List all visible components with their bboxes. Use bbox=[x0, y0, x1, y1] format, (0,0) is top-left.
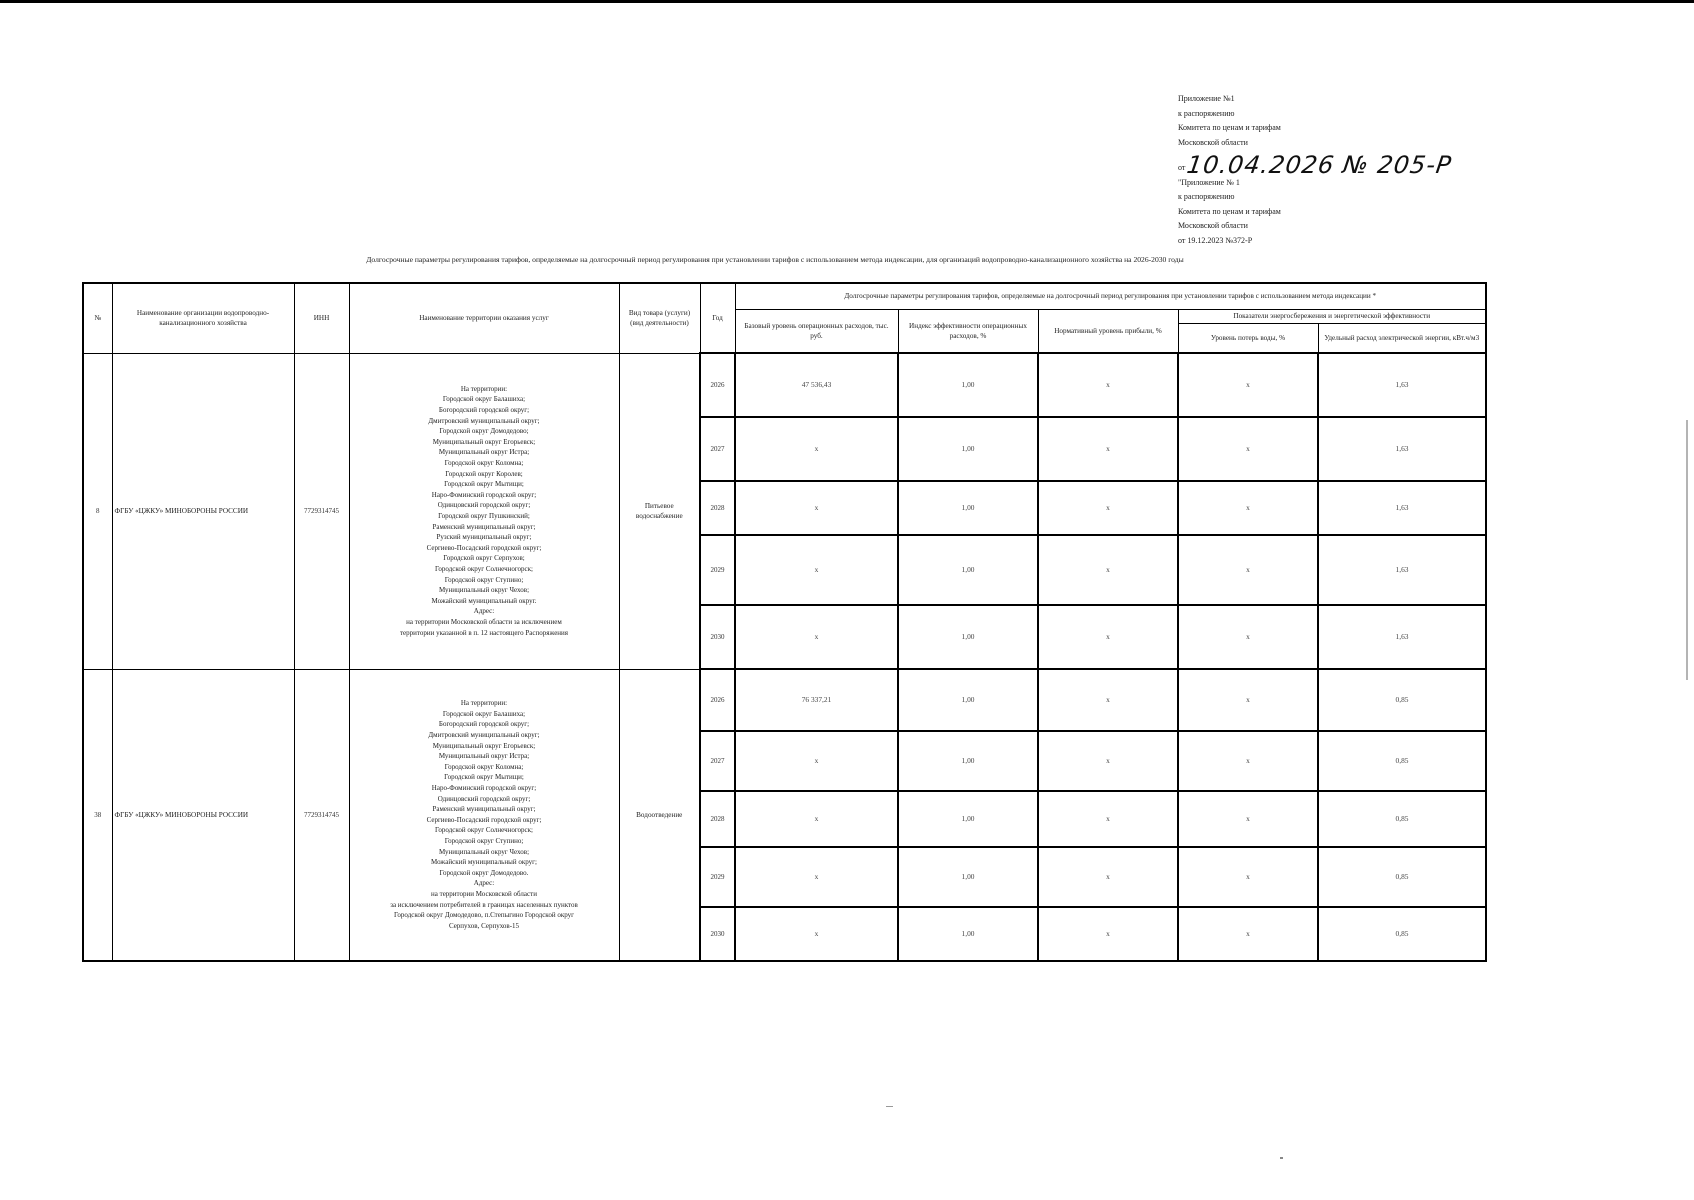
stamp-line: Приложение №1 bbox=[1178, 94, 1235, 103]
territory-line: Городской округ Домодедово. bbox=[439, 868, 529, 877]
territory-line: Можайский муниципальный округ. bbox=[431, 596, 537, 605]
territory-line: Дмитровский муниципальный округ; bbox=[428, 731, 540, 739]
territory-line: территории указанной в п. 12 настоящего Распоряжения bbox=[399, 628, 569, 637]
cell-base-level: x bbox=[735, 791, 898, 847]
cell-profit-level: x bbox=[1038, 907, 1178, 961]
stamp-line: Комитета по ценам и тарифам bbox=[1178, 206, 1281, 216]
territory-line: за исключением потребителей в границах населенных пунктов bbox=[390, 900, 578, 909]
cell-profit-level: x bbox=[1038, 731, 1178, 791]
territory-line: Муниципальный округ Истра; bbox=[438, 752, 530, 761]
header-inn: ИНН bbox=[294, 283, 349, 353]
cell-eff-index: 1,00 bbox=[898, 731, 1038, 791]
cell-profit-level: x bbox=[1038, 481, 1178, 535]
territory-line: Городской округ Ступино; bbox=[444, 575, 524, 584]
territory-line: Городской округ Балашиха; bbox=[442, 709, 526, 718]
territory-line: Муниципальный округ Чехов; bbox=[438, 847, 530, 856]
territory-line: на территории Московской области за исключением bbox=[406, 617, 562, 626]
tariff-parameters-table bbox=[82, 282, 1487, 962]
header-territory: Наименование территории оказания услуг bbox=[349, 283, 619, 353]
cell-water-loss: x bbox=[1178, 791, 1318, 847]
scan-top-edge bbox=[0, 0, 1694, 3]
territory-line: Одинцовский городской округ; bbox=[437, 794, 531, 803]
table-row bbox=[83, 669, 1486, 731]
territory-line: Городской округ Коломна; bbox=[444, 762, 524, 771]
stamp-line: "Приложение № 1 bbox=[1178, 177, 1240, 187]
territory-line: Богородский городской округ; bbox=[438, 720, 530, 729]
stamp-date-prefix: от bbox=[1178, 163, 1186, 172]
cell-territory bbox=[349, 669, 619, 961]
cell-profit-level: x bbox=[1038, 847, 1178, 907]
territory-line: Городской округ Балашиха; bbox=[442, 395, 526, 404]
stamp-line: Московской области bbox=[1178, 221, 1248, 230]
cell-year: 2029 bbox=[700, 535, 735, 605]
stamp-line: к распоряжению bbox=[1178, 108, 1235, 118]
cell-profit-level: x bbox=[1038, 535, 1178, 605]
cell-water-loss: x bbox=[1178, 605, 1318, 669]
cell-power-use: 0,85 bbox=[1318, 669, 1486, 731]
cell-base-level: x bbox=[735, 907, 898, 961]
cell-eff-index: 1,00 bbox=[898, 353, 1038, 417]
header-num: № bbox=[83, 283, 112, 353]
territory-line: Наро-Фоминский городской округ; bbox=[431, 783, 537, 792]
cell-profit-level: x bbox=[1038, 417, 1178, 481]
scan-edge-mark bbox=[1686, 420, 1688, 680]
territory-line: Дмитровский муниципальный округ; bbox=[428, 416, 540, 425]
cell-power-use: 1,63 bbox=[1318, 481, 1486, 535]
cell-eff-index: 1,00 bbox=[898, 907, 1038, 961]
territory-line: На территории: bbox=[460, 384, 508, 393]
approval-stamp bbox=[1178, 92, 1454, 248]
territory-line: Рузский муниципальный округ; bbox=[436, 533, 532, 542]
cell-power-use: 0,85 bbox=[1318, 847, 1486, 907]
cell-water-loss: x bbox=[1178, 353, 1318, 417]
cell-base-level: 76 337,21 bbox=[735, 669, 898, 731]
cell-year: 2026 bbox=[700, 669, 735, 731]
cell-inn: 7729314745 bbox=[294, 669, 349, 961]
cell-power-use: 0,85 bbox=[1318, 791, 1486, 847]
territory-line: Городской округ Солнечногорск; bbox=[434, 826, 534, 835]
territory-line: Муниципальный округ Истра; bbox=[438, 448, 530, 457]
header-profit-level: Нормативный уровень прибыли, % bbox=[1038, 309, 1178, 353]
cell-power-use: 1,63 bbox=[1318, 535, 1486, 605]
territory-line: на территории Московской области bbox=[431, 889, 537, 898]
territory-line: Городской округ Мытищи; bbox=[444, 773, 524, 782]
cell-base-level: x bbox=[735, 847, 898, 907]
cell-base-level: x bbox=[735, 535, 898, 605]
header-energy-group: Показатели энергосбережения и энергетической эффективности bbox=[1178, 309, 1486, 323]
cell-year: 2030 bbox=[700, 907, 735, 961]
cell-base-level: x bbox=[735, 731, 898, 791]
territory-line: Наро-Фоминский городской округ; bbox=[431, 490, 537, 499]
cell-profit-level: x bbox=[1038, 605, 1178, 669]
territory-line: Городской округ Пушкинский; bbox=[438, 512, 530, 520]
territory-line: Одинцовский городской округ; bbox=[437, 501, 531, 510]
header-power-use: Удельный расход электрической энергии, кВт.ч/м3 bbox=[1318, 323, 1486, 353]
cell-year: 2028 bbox=[700, 791, 735, 847]
header-year: Год bbox=[700, 283, 735, 353]
cell-water-loss: x bbox=[1178, 669, 1318, 731]
cell-water-loss: x bbox=[1178, 907, 1318, 961]
cell-eff-index: 1,00 bbox=[898, 535, 1038, 605]
territory-line: Богородский городской округ; bbox=[438, 406, 530, 415]
territory-line: Адрес: bbox=[473, 879, 495, 888]
cell-water-loss: x bbox=[1178, 481, 1318, 535]
cell-eff-index: 1,00 bbox=[898, 791, 1038, 847]
territory-line: Городской округ Домодедово, п.Степыгино Городской округ bbox=[393, 911, 575, 920]
territory-line: Муниципальный округ Чехов; bbox=[438, 586, 530, 595]
table-row bbox=[83, 353, 1486, 417]
stamp-line: к распоряжению bbox=[1178, 192, 1235, 201]
stamp-line: Комитета по ценам и тарифам bbox=[1178, 123, 1281, 132]
cell-year: 2026 bbox=[700, 353, 735, 417]
cell-profit-level: x bbox=[1038, 669, 1178, 731]
territory-line: Сергиево-Посадский городской округ; bbox=[426, 543, 542, 552]
cell-num: 38 bbox=[83, 669, 112, 961]
cell-year: 2027 bbox=[700, 417, 735, 481]
cell-eff-index: 1,00 bbox=[898, 605, 1038, 669]
cell-water-loss: x bbox=[1178, 535, 1318, 605]
territory-line: Городской округ Коломна; bbox=[444, 459, 524, 468]
cell-base-level: x bbox=[735, 417, 898, 481]
territory-line: Раменский муниципальный округ; bbox=[432, 522, 536, 531]
header-water-loss: Уровень потерь воды, % bbox=[1178, 323, 1318, 353]
cell-org-name: ФГБУ «ЦЖКУ» МИНОБОРОНЫ РОССИИ bbox=[112, 353, 294, 669]
territory-line: Серпухов, Серпухов-15 bbox=[448, 921, 520, 930]
cell-year: 2029 bbox=[700, 847, 735, 907]
document-title: Долгосрочные параметры регулирования тарифов, определяемые на долгосрочный период регулирования при установлении тарифов с использованием метода индексации, для организаций водопроводно-канализационного хозяйства на 2026-2030 годы bbox=[366, 255, 1184, 264]
cell-year: 2030 bbox=[700, 605, 735, 669]
cell-org-name: ФГБУ «ЦЖКУ» МИНОБОРОНЫ РОССИИ bbox=[112, 669, 294, 961]
cell-inn: 7729314745 bbox=[294, 353, 349, 669]
cell-eff-index: 1,00 bbox=[898, 669, 1038, 731]
territory-line: Городской округ Солнечногорск; bbox=[434, 564, 534, 573]
cell-power-use: 1,63 bbox=[1318, 353, 1486, 417]
cell-profit-level: x bbox=[1038, 353, 1178, 417]
cell-base-level: x bbox=[735, 481, 898, 535]
cell-num: 8 bbox=[83, 353, 112, 669]
territory-line: На территории: bbox=[460, 699, 508, 708]
territory-line: Сергиево-Посадский городской округ; bbox=[426, 815, 542, 824]
header-service: Вид товара (услуги) (вид деятельности) bbox=[619, 283, 700, 353]
stamp-line: Московской области bbox=[1178, 137, 1248, 147]
cell-eff-index: 1,00 bbox=[898, 417, 1038, 481]
cell-profit-level: x bbox=[1038, 791, 1178, 847]
territory-line: Городской округ Домодедово; bbox=[439, 427, 529, 436]
territory-line: Городской округ Мытищи; bbox=[444, 480, 524, 489]
cell-water-loss: x bbox=[1178, 731, 1318, 791]
cell-base-level: 47 536,43 bbox=[735, 353, 898, 417]
handwritten-date-number: 10.04.2026 № 205-Р bbox=[1185, 151, 1454, 179]
cell-service: Питьевое водоснабжение bbox=[619, 353, 700, 669]
territory-line: Городской округ Серпухов; bbox=[443, 554, 525, 563]
cell-territory bbox=[349, 353, 619, 669]
cell-year: 2028 bbox=[700, 481, 735, 535]
header-eff-index: Индекс эффективности операционных расходов, % bbox=[898, 309, 1038, 353]
scan-speck bbox=[1280, 1157, 1283, 1159]
territory-line: Муниципальный округ Егорьевск; bbox=[432, 741, 536, 750]
cell-base-level: x bbox=[735, 605, 898, 669]
territory-line: Можайский муниципальный округ; bbox=[431, 858, 537, 867]
cell-eff-index: 1,00 bbox=[898, 481, 1038, 535]
cell-water-loss: x bbox=[1178, 417, 1318, 481]
header-base-level: Базовый уровень операционных расходов, тыс. руб. bbox=[735, 309, 898, 353]
cell-power-use: 1,63 bbox=[1318, 605, 1486, 669]
cell-year: 2027 bbox=[700, 731, 735, 791]
scan-speck bbox=[886, 1106, 893, 1107]
cell-power-use: 0,85 bbox=[1318, 907, 1486, 961]
header-params-group: Долгосрочные параметры регулирования тарифов, определяемые на долгосрочный период регулирования при установлении тарифов с использованием метода индексации * bbox=[735, 283, 1486, 309]
stamp-date-line bbox=[1178, 150, 1454, 179]
cell-eff-index: 1,00 bbox=[898, 847, 1038, 907]
territory-line: Раменский муниципальный округ; bbox=[432, 805, 536, 814]
territory-line: Городской округ Ступино; bbox=[444, 836, 524, 845]
territory-line: Адрес: bbox=[473, 607, 495, 616]
territory-line: Муниципальный округ Егорьевск; bbox=[432, 437, 536, 446]
cell-power-use: 1,63 bbox=[1318, 417, 1486, 481]
cell-service: Водоотведение bbox=[619, 669, 700, 961]
cell-water-loss: x bbox=[1178, 847, 1318, 907]
stamp-line: от 19.12.2023 №372-Р bbox=[1178, 235, 1253, 245]
header-org: Наименование организации водопроводно-канализационного хозяйства bbox=[112, 283, 294, 353]
territory-line: Городской округ Королев; bbox=[445, 469, 523, 478]
cell-power-use: 0,85 bbox=[1318, 731, 1486, 791]
